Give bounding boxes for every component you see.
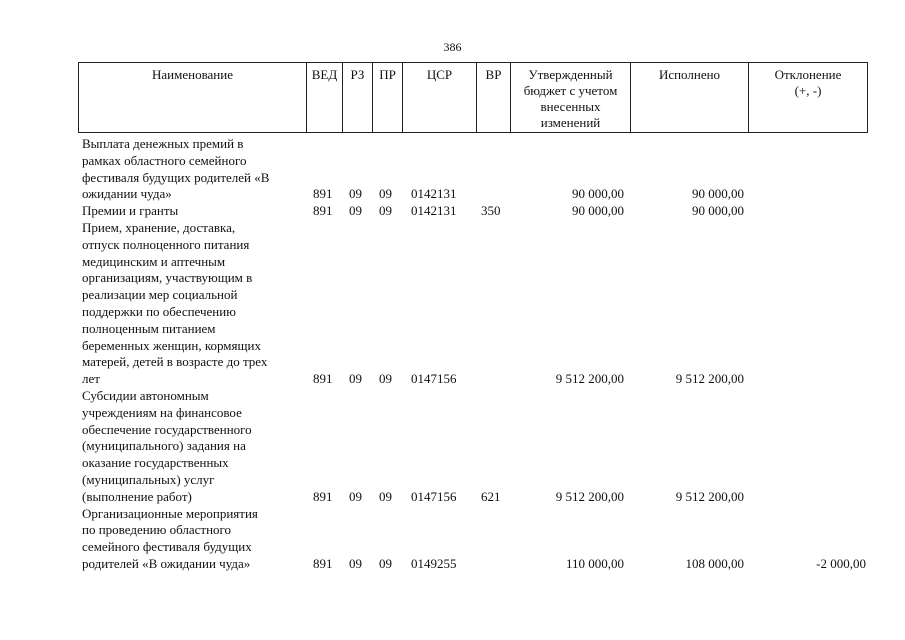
header-name: Наименование (79, 63, 307, 132)
cell-budget: 110 000,00 (565, 555, 624, 571)
cell-vr: 350 (481, 203, 501, 219)
cell-executed: 9 512 200,00 (675, 488, 744, 504)
row-name-line: реализации мер социальной (82, 287, 238, 303)
row-name-line: обеспечение государственного (82, 421, 252, 437)
cell-executed: 108 000,00 (685, 555, 744, 571)
row-name-line: Премии и гранты (82, 203, 179, 219)
row-name (82, 203, 292, 220)
table-row (78, 203, 868, 220)
header-budget-line: внесенных (540, 99, 601, 114)
row-name-line: (муниципального) задания на (82, 438, 246, 454)
row-name-line: лет (82, 371, 100, 387)
row-name-line: Организационные мероприятия (82, 505, 258, 521)
row-name-line: ожидании чуда» (82, 186, 172, 202)
row-name-line: по проведению областного (82, 522, 232, 538)
cell-rz: 09 (349, 203, 362, 219)
header-budget (511, 63, 631, 132)
header-budget-line: бюджет с учетом (523, 83, 618, 98)
row-name-line: поддержки по обеспечению (82, 303, 236, 319)
table-body (78, 136, 868, 573)
header-csr: ЦСР (403, 63, 477, 132)
row-name-line: Выплата денежных премий в (82, 136, 244, 151)
row-name (82, 220, 292, 388)
header-deviation-line: (+, -) (794, 83, 822, 98)
page-number: 386 (443, 40, 462, 54)
row-name-line: беременных женщин, кормящих (82, 337, 261, 353)
header-deviation (749, 63, 867, 132)
cell-executed: 90 000,00 (692, 203, 744, 219)
cell-rz: 09 (349, 555, 362, 571)
row-name-line: (выполнение работ) (82, 488, 192, 504)
cell-pr: 09 (379, 555, 392, 571)
row-name-line: отпуск полноценного питания (82, 236, 250, 252)
cell-csr: 0147156 (411, 371, 457, 387)
row-name-line: матерей, детей в возрасте до трех (82, 354, 268, 370)
cell-budget: 90 000,00 (572, 203, 624, 219)
cell-budget: 9 512 200,00 (555, 488, 624, 504)
cell-executed: 9 512 200,00 (675, 371, 744, 387)
row-name-line: семейного фестиваля будущих (82, 539, 252, 555)
cell-pr: 09 (379, 488, 392, 504)
cell-budget: 9 512 200,00 (555, 371, 624, 387)
cell-csr: 0142131 (411, 203, 457, 219)
cell-rz: 09 (349, 371, 362, 387)
header-budget-line: изменений (540, 115, 601, 130)
table-header (78, 62, 868, 133)
table-row (78, 136, 868, 203)
cell-pr: 09 (379, 371, 392, 387)
header-budget-line: Утвержденный (528, 67, 613, 82)
row-name-line: оказание государственных (82, 455, 229, 471)
header-vr: ВР (477, 63, 511, 132)
row-name-line: полноценным питанием (82, 320, 216, 336)
cell-csr: 0147156 (411, 488, 457, 504)
row-name (82, 388, 292, 506)
cell-csr: 0142131 (411, 186, 457, 202)
cell-rz: 09 (349, 488, 362, 504)
cell-executed: 90 000,00 (692, 186, 744, 202)
cell-ved: 891 (313, 488, 333, 504)
row-name-line: медицинским и аптечным (82, 253, 226, 269)
row-name-line: Прием, хранение, доставка, (82, 219, 236, 235)
row-name-line: фестиваля будущих родителей «В (82, 169, 270, 185)
cell-csr: 0149255 (411, 555, 457, 571)
cell-ved: 891 (313, 186, 333, 202)
row-name-line: учреждениям на финансовое (82, 404, 242, 420)
cell-ved: 891 (313, 555, 333, 571)
row-name-line: организациям, участвующим в (82, 270, 253, 286)
header-executed: Исполнено (631, 63, 749, 132)
row-name-line: Субсидии автономным (82, 387, 209, 403)
cell-ved: 891 (313, 203, 333, 219)
header-deviation-line: Отклонение (774, 67, 842, 82)
table-row (78, 506, 868, 573)
cell-deviation: -2 000,00 (816, 555, 866, 571)
cell-pr: 09 (379, 186, 392, 202)
cell-pr: 09 (379, 203, 392, 219)
cell-budget: 90 000,00 (572, 186, 624, 202)
row-name (82, 136, 292, 203)
header-pr: ПР (373, 63, 403, 132)
table-row (78, 388, 868, 506)
header-rz: РЗ (343, 63, 373, 132)
row-name-line: родителей «В ожидании чуда» (82, 555, 251, 571)
header-ved: ВЕД (307, 63, 343, 132)
row-name-line: рамках областного семейного (82, 152, 247, 168)
cell-rz: 09 (349, 186, 362, 202)
row-name (82, 506, 292, 573)
cell-vr: 621 (481, 488, 501, 504)
row-name-line: (муниципальных) услуг (82, 471, 215, 487)
table-row (78, 220, 868, 388)
cell-ved: 891 (313, 371, 333, 387)
